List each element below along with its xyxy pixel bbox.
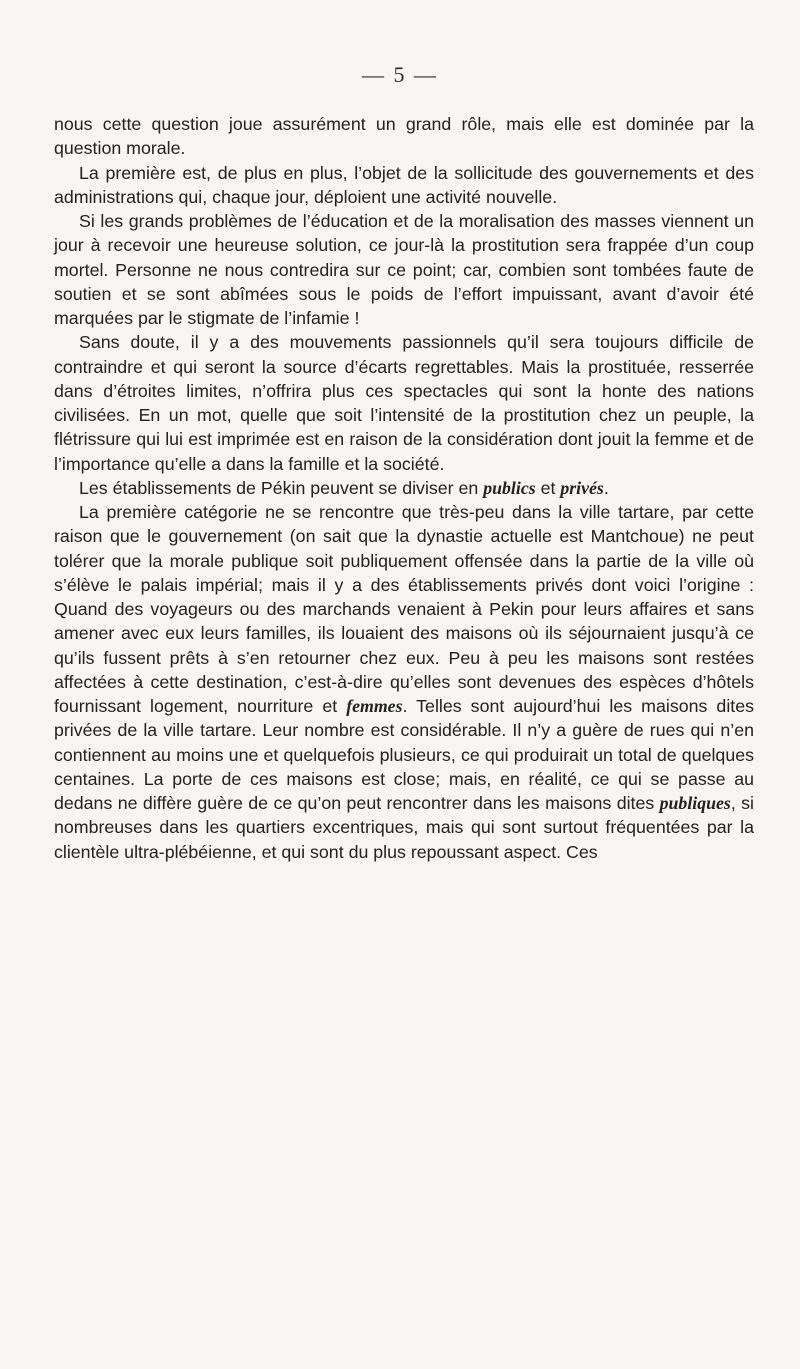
italic-term-publics: publics	[483, 477, 536, 498]
body-text	[54, 112, 754, 864]
paragraph-2: La première est, de plus en plus, l’objet de la sollicitude des gouvernements et des administrations qui, chaque jour, déploient une activité nouvelle.	[54, 162, 754, 207]
paragraph-5-text-a: Les établissements de Pékin peuvent se diviser en	[79, 477, 484, 498]
page-number: — 5 —	[362, 62, 438, 87]
paragraph-3: Si les grands problèmes de l’éducation et de la moralisation des masses viennent un jour à recevoir une heureuse solution, ce jour-là la prostitution sera frappée d’un coup mortel. Personne ne nous contredira sur ce point; car, combien sont tombées faute de soutien et se sont abîmées sous le poids de l’effort impuissant, avant d’avoir été marquées par le stigmate de l’infamie !	[54, 211, 754, 328]
italic-term-prives: privés	[560, 477, 604, 498]
paragraph-5	[54, 476, 754, 500]
paragraph-5-text-c: .	[603, 477, 609, 498]
paragraph-5-text-b: et	[535, 477, 561, 498]
paragraph-1: nous cette question joue assurément un grand rôle, mais elle est dominée par la question morale.	[54, 114, 754, 159]
paragraph-6-text-a: La première catégorie ne se rencontre que très-peu dans la ville tartare, par cette raison que le gouvernement (on sait que la dynastie actuelle est Mantchoue) ne peut tolérer que la morale publique soit publiquement offensée dans la partie de la ville où s’élève le palais impérial; mais il y a des établissements privés dont voici l’origine : Quand des voyageurs ou des marchands venaient à Pekin pour leurs affaires et sans amener avec eux leurs familles, ils louaient des maisons où ils séjournaient jusqu’à ce qu’ils fussent prêts à s’en retourner chez eux. Peu à peu les maisons sont restées affectées à cette destination, c’est-à-dire qu’elles sont devenues des espèces d’hôtels fournissant logement, nourriture et	[54, 502, 754, 716]
italic-term-femmes: femmes	[346, 696, 403, 716]
paragraph-4: Sans doute, il y a des mouvements passionnels qu’il sera toujours difficile de contraindre et qui seront la source d’écarts regrettables. Mais la prostituée, resserrée dans d’étroites limites, n’offrira plus ces spectacles qui sont la honte des nations civilisées. En un mot, quelle que soit l’intensité de la prostitution chez un peuple, la flétrissure qui lui est imprimée est en raison de la considération dont jouit la femme et de l’importance qu’elle a dans la famille et la société.	[54, 332, 754, 474]
paragraph-6	[54, 500, 754, 864]
paragraph-6-text-b: . Telles sont aujourd’hui les maisons dites privées de la ville tartare. Leur nombre est considérable. Il n’y a guère de rues qui n’en contiennent au moins une et quelquefois plusieurs, ce qui produirait un total de quelques centaines. La porte de ces maisons est close; mais, en réalité, ce qui se passe au dedans ne diffère guère de ce qu’on peut rencontrer dans les maisons dites	[54, 696, 754, 813]
paragraph-6-text-c: , si nombreuses dans les quartiers excentriques, mais qui sont surtout fréquentées par la clientèle ultra-plébéienne, et qui sont du plus repoussant aspect. Ces	[54, 793, 754, 862]
italic-term-publiques: publiques	[659, 793, 731, 813]
